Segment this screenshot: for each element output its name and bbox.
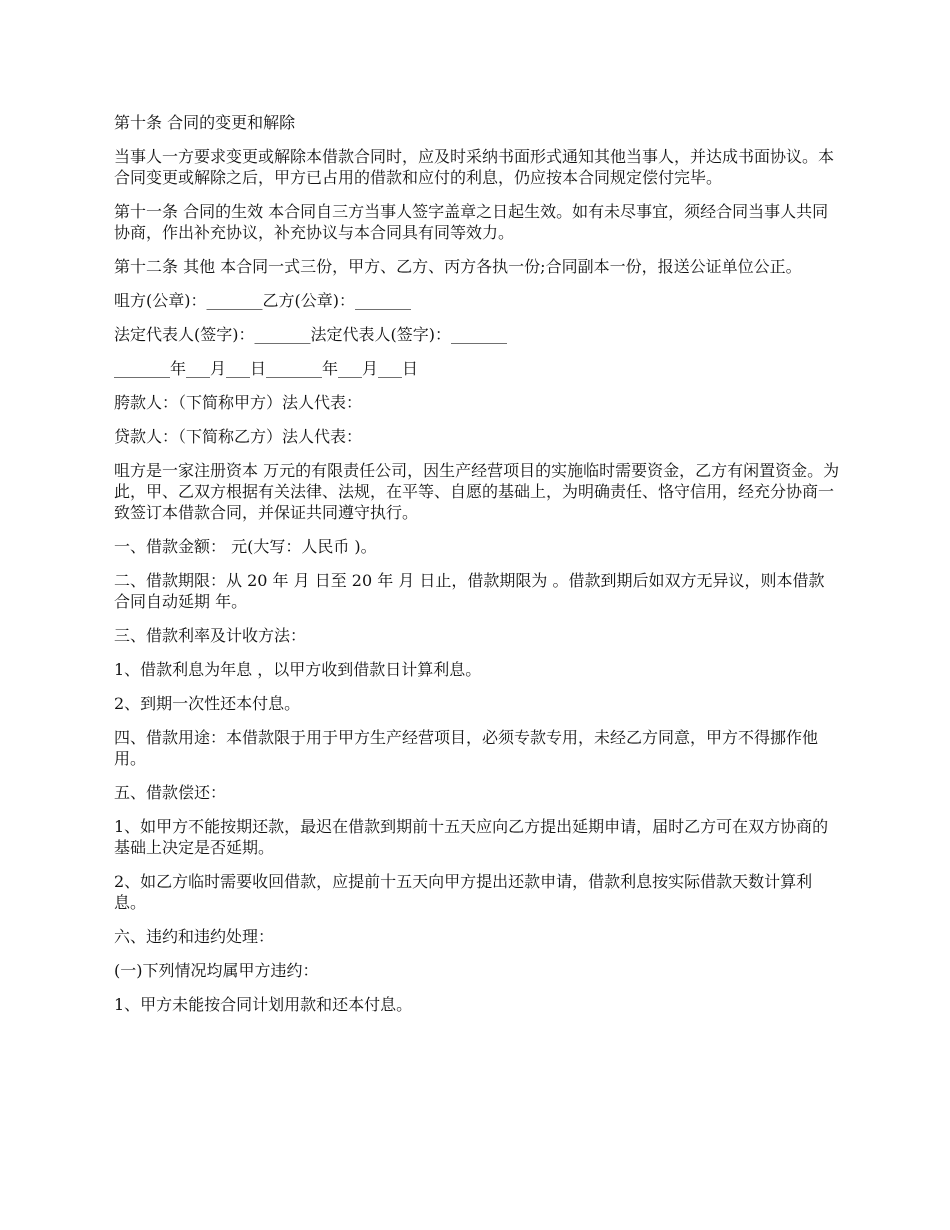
interest-item-2: 2、到期一次性还本付息。 bbox=[114, 694, 301, 713]
signature-date-line: _______年___月___日_______年___月___日 bbox=[114, 359, 419, 378]
lender-line: 贷款人：（下简称乙方）法人代表： bbox=[114, 427, 363, 446]
preamble-paragraph: 咀方是一家注册资本 万元的有限责任公司，因生产经营项目的实施临时需要资金，乙方有闲置资金。为此，甲、乙双方根据有关法律、法规，在平等、自愿的基础上，为明确责任、恪守信用，经充分协商一致签订本借款合同，并保证共同遵守执行。 bbox=[114, 461, 840, 522]
loan-term-clause: 二、借款期限：从 20 年 月 日至 20 年 月 日止，借款期限为 。借款到期后如双方无异议，则本借款合同自动延期 年。 bbox=[114, 571, 825, 611]
article-12-paragraph: 第十二条 其他 本合同一式三份，甲方、乙方、丙方各执一份;合同副本一份，报送公证单位公正。 bbox=[114, 257, 802, 276]
repayment-heading: 五、借款偿还： bbox=[114, 783, 227, 802]
breach-heading: 六、违约和违约处理： bbox=[114, 927, 275, 946]
borrower-line: 胯款人：（下简称甲方）法人代表： bbox=[114, 393, 363, 412]
article-10-body: 当事人一方要求变更或解除本借款合同时，应及时采纳书面形式通知其他当事人，并达成书面协议。本合同变更或解除之后，甲方已占用的借款和应付的利息，仍应按本合同规定偿付完毕。 bbox=[114, 147, 835, 187]
legal-representative-line: 法定代表人(签字)：_______法定代表人(签字)：_______ bbox=[114, 325, 507, 344]
article-10-heading: 第十条 合同的变更和解除 bbox=[114, 113, 296, 132]
repayment-item-1: 1、如甲方不能按期还款，最迟在借款到期前十五天应向乙方提出延期申请，届时乙方可在双方协商的基础上决定是否延期。 bbox=[114, 817, 829, 857]
breach-item-1: 1、甲方未能按合同计划用款和还本付息。 bbox=[114, 995, 413, 1014]
repayment-item-2: 2、如乙方临时需要收回借款，应提前十五天向甲方提出还款申请，借款利息按实际借款天数计算利息。 bbox=[114, 872, 813, 912]
breach-subheading: (一)下列情况均属甲方违约： bbox=[114, 961, 319, 980]
loan-amount-clause: 一、借款金额： 元(大写：人民币 )。 bbox=[114, 537, 377, 556]
article-11-paragraph: 第十一条 合同的生效 本合同自三方当事人签字盖章之日起生效。如有未尽事宜，须经合同当事人共同协商，作出补充协议，补充协议与本合同具有同等效力。 bbox=[114, 202, 829, 242]
document-page bbox=[114, 112, 840, 1028]
interest-item-1: 1、借款利息为年息 ，以甲方收到借款日计算利息。 bbox=[114, 660, 482, 679]
seal-line: 咀方(公章)：_______乙方(公章)：_______ bbox=[114, 291, 411, 310]
loan-purpose-clause: 四、借款用途：本借款限于用于甲方生产经营项目，必须专款专用，未经乙方同意，甲方不得挪作他用。 bbox=[114, 728, 819, 768]
interest-heading: 三、借款利率及计收方法： bbox=[114, 626, 307, 645]
